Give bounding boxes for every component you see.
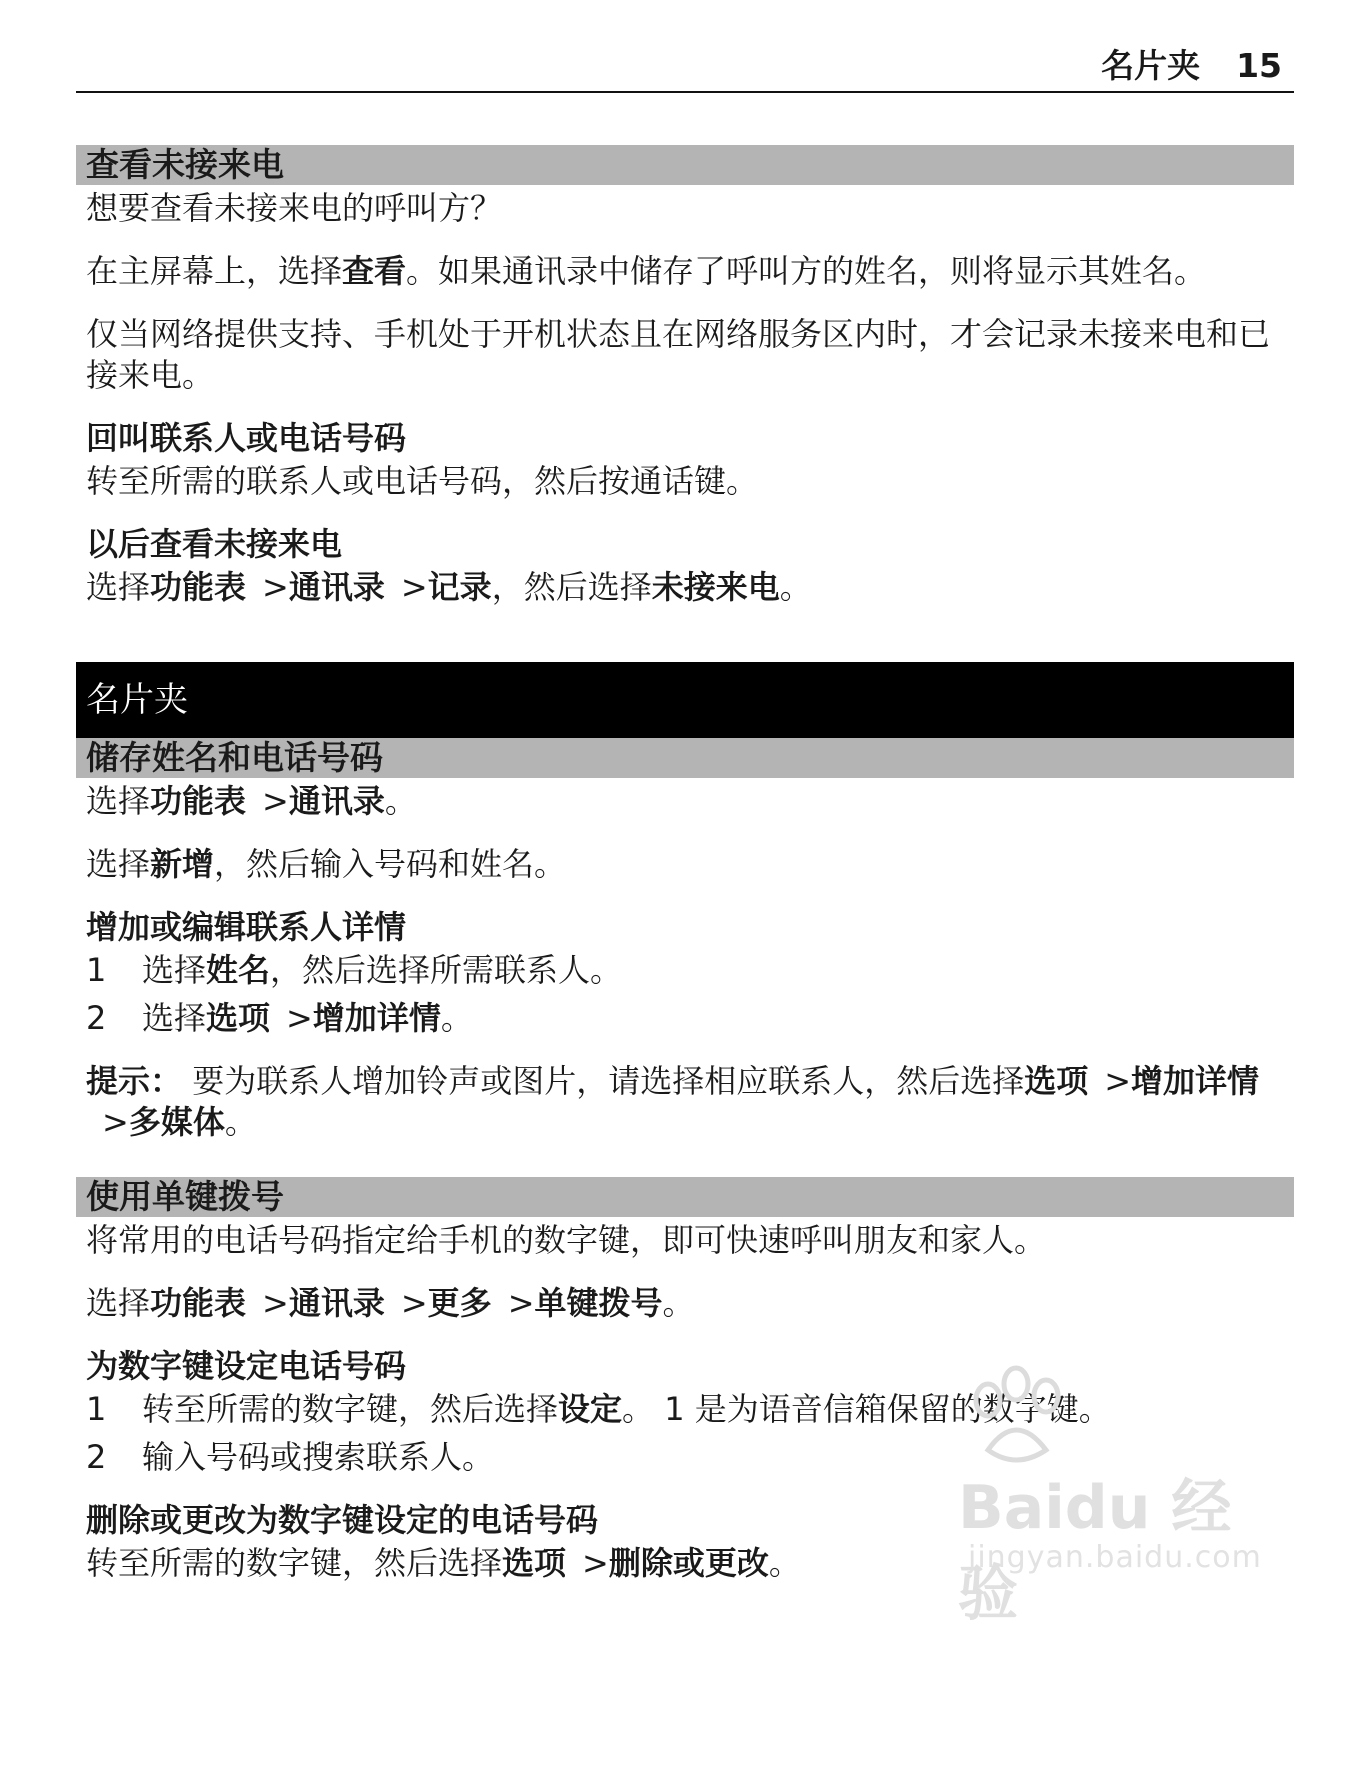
menu-path: 选择功能表 >通讯录。 xyxy=(86,782,417,820)
paragraph: 选择新增，然后输入号码和姓名。 xyxy=(86,845,567,883)
subheading-assign-number: 为数字键设定电话号码 xyxy=(86,1347,407,1385)
section-heading-save-contact: 储存姓名和电话号码 xyxy=(76,738,1294,778)
subheading-call-back: 回叫联系人或电话号码 xyxy=(86,419,407,457)
list-item: 2 选择选项 >增加详情。 xyxy=(86,999,473,1037)
paragraph: 仅当网络提供支持、手机处于开机状态且在网络服务区内时，才会记录未接来电和已接来电。 xyxy=(86,315,1271,394)
list-item: 1 选择姓名，然后选择所需联系人。 xyxy=(86,951,623,989)
list-item: 2 输入号码或搜索联系人。 xyxy=(86,1438,495,1476)
paragraph: 转至所需的联系人或电话号码，然后按通话键。 xyxy=(86,462,759,500)
menu-path: 选择功能表 >通讯录 >更多 >单键拨号。 xyxy=(86,1284,695,1322)
section-body-missed-calls xyxy=(76,188,1294,608)
paragraph: 将常用的电话号码指定给手机的数字键，即可快速呼叫朋友和家人。 xyxy=(86,1221,1047,1259)
paragraph: 在主屏幕上，选择查看。如果通讯录中储存了呼叫方的姓名，则将显示其姓名。 xyxy=(86,252,1207,290)
tip-label: 提示： xyxy=(86,1062,183,1100)
steps-list xyxy=(86,1389,1284,1478)
section-heading-missed-calls: 查看未接来电 xyxy=(76,145,1294,185)
steps-list xyxy=(86,950,1284,1039)
watermark-url: jingyan.baidu.com xyxy=(968,1540,1262,1575)
section-body-speed-dial xyxy=(76,1220,1294,1584)
watermark-brand: Baidu 经验 xyxy=(958,1473,1232,1629)
paragraph: 想要查看未接来电的呼叫方？ xyxy=(86,189,503,227)
menu-path: 转至所需的数字键，然后选择选项 >删除或更改。 xyxy=(86,1544,801,1582)
header-title: 名片夹 xyxy=(1101,46,1201,85)
subheading-view-later: 以后查看未接来电 xyxy=(86,525,343,563)
subheading-delete-change: 删除或更改为数字键设定的电话号码 xyxy=(86,1501,599,1539)
section-body-save-contact xyxy=(76,781,1294,1143)
manual-page xyxy=(76,40,1294,1584)
page-number: 15 xyxy=(1236,46,1282,85)
section-heading-speed-dial: 使用单键拨号 xyxy=(76,1177,1294,1217)
running-header xyxy=(76,40,1294,93)
menu-path: 选择功能表 >通讯录 >记录，然后选择未接来电。 xyxy=(86,568,812,606)
list-item: 1 转至所需的数字键，然后选择设定。 1 是为语音信箱保留的数字键。 xyxy=(86,1390,1111,1428)
tip-paragraph: 提示： 要为联系人增加铃声或图片，请选择相应联系人，然后选择选项 >增加详情>多媒体。 xyxy=(86,1062,1260,1141)
chapter-title-bar: 名片夹 xyxy=(76,662,1294,738)
subheading-edit-contact: 增加或编辑联系人详情 xyxy=(86,908,407,946)
